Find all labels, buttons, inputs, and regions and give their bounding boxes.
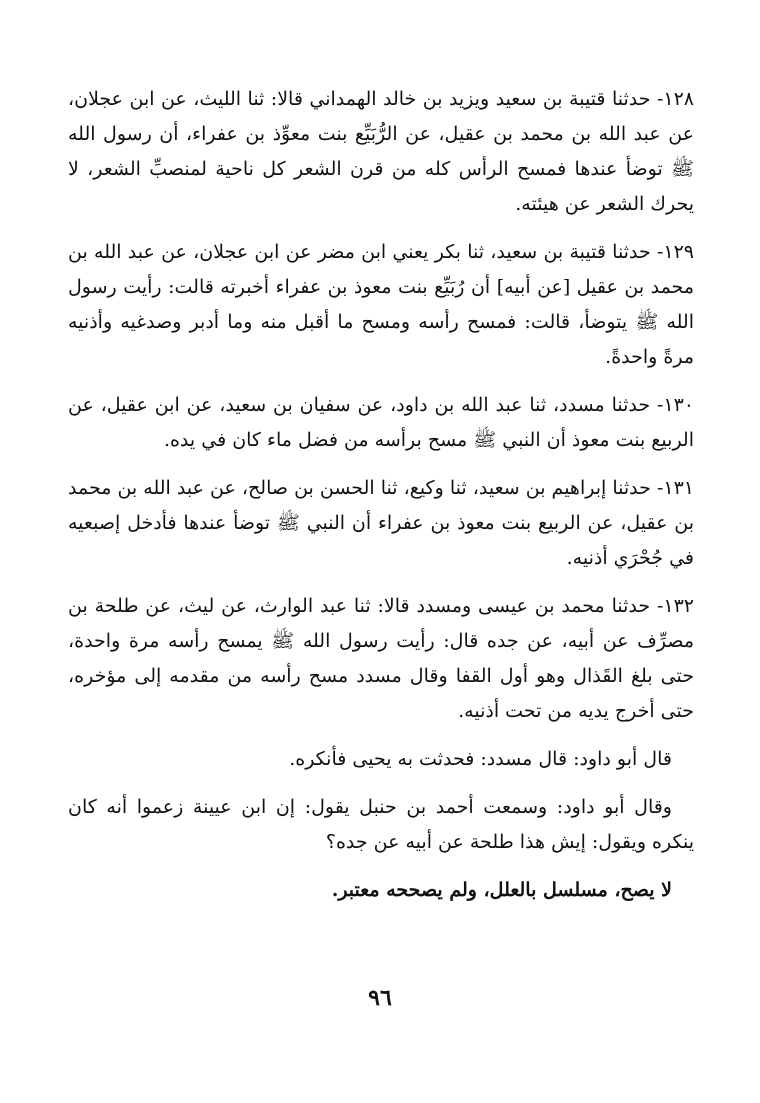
abu-dawud-comment-paragraph: قال أبو داود: قال مسدد: فحدثت به يحيى فأنكره. — [289, 748, 672, 770]
ahmad-comment-paragraph: وقال أبو داود: وسمعت أحمد بن حنبل يقول: إن ابن عيينة زعموا أنه كان ينكره ويقول: إيش هذا طلحة عن أبيه عن جده؟ — [68, 796, 694, 853]
hadith-132-paragraph: ١٣٢- حدثنا محمد بن عيسى ومسدد قالا: ثنا عبد الوارث، عن ليث، عن طلحة بن مصرِّف عن أبيه، عن جده قال: رأيت رسول الله ﷺ يمسح رأسه مرة واحدة، حتى بلغ القَذال وهو أول القفا وقال مسدد مسح رأسه من مقدمه إلى مؤخره، حتى أخرج يديه من تحت أذنيه. — [68, 595, 694, 722]
hadith-text-block — [68, 82, 694, 921]
page-number: ٩٦ — [368, 985, 392, 1011]
hadith-128-paragraph: ١٢٨- حدثنا قتيبة بن سعيد ويزيد بن خالد الهمداني قالا: ثنا الليث، عن ابن عجلان، عن عبد الله بن محمد بن عقيل، عن الرُّبَيِّع بنت معوِّذ بن عفراء، أن رسول الله ﷺ توضأ عندها فمسح الرأس كله من قرن الشعر كل ناحية لمنصبِّ الشعر، لا يحرك الشعر عن هيئته. — [68, 88, 694, 215]
hadith-129-paragraph: ١٢٩- حدثنا قتيبة بن سعيد، ثنا بكر يعني ابن مضر عن ابن عجلان، عن عبد الله بن محمد بن عقيل [عن أبيه] أن رُبَيِّع بنت معوذ بن عفراء أخبرته قالت: رأيت رسول الله ﷺ يتوضأ، قالت: فمسح رأسه ومسح ما أقبل منه وما أدبر وصدغيه وأذنيه مرةً واحدةً. — [68, 241, 694, 368]
grading-note-paragraph: لا يصح، مسلسل بالعلل، ولم يصححه معتبر. — [331, 879, 672, 901]
hadith-130-paragraph: ١٣٠- حدثنا مسدد، ثنا عبد الله بن داود، عن سفيان بن سعيد، عن ابن عقيل، عن الربيع بنت معوذ أن النبي ﷺ مسح برأسه من فضل ماء كان في يده. — [68, 394, 694, 451]
hadith-131-paragraph: ١٣١- حدثنا إبراهيم بن سعيد، ثنا وكيع، ثنا الحسن بن صالح، عن عبد الله بن محمد بن عقيل، عن الربيع بنت معوذ بن عفراء أن النبي ﷺ توضأ عندها فأدخل إصبعيه في جُحْرَي أذنيه. — [68, 477, 694, 569]
